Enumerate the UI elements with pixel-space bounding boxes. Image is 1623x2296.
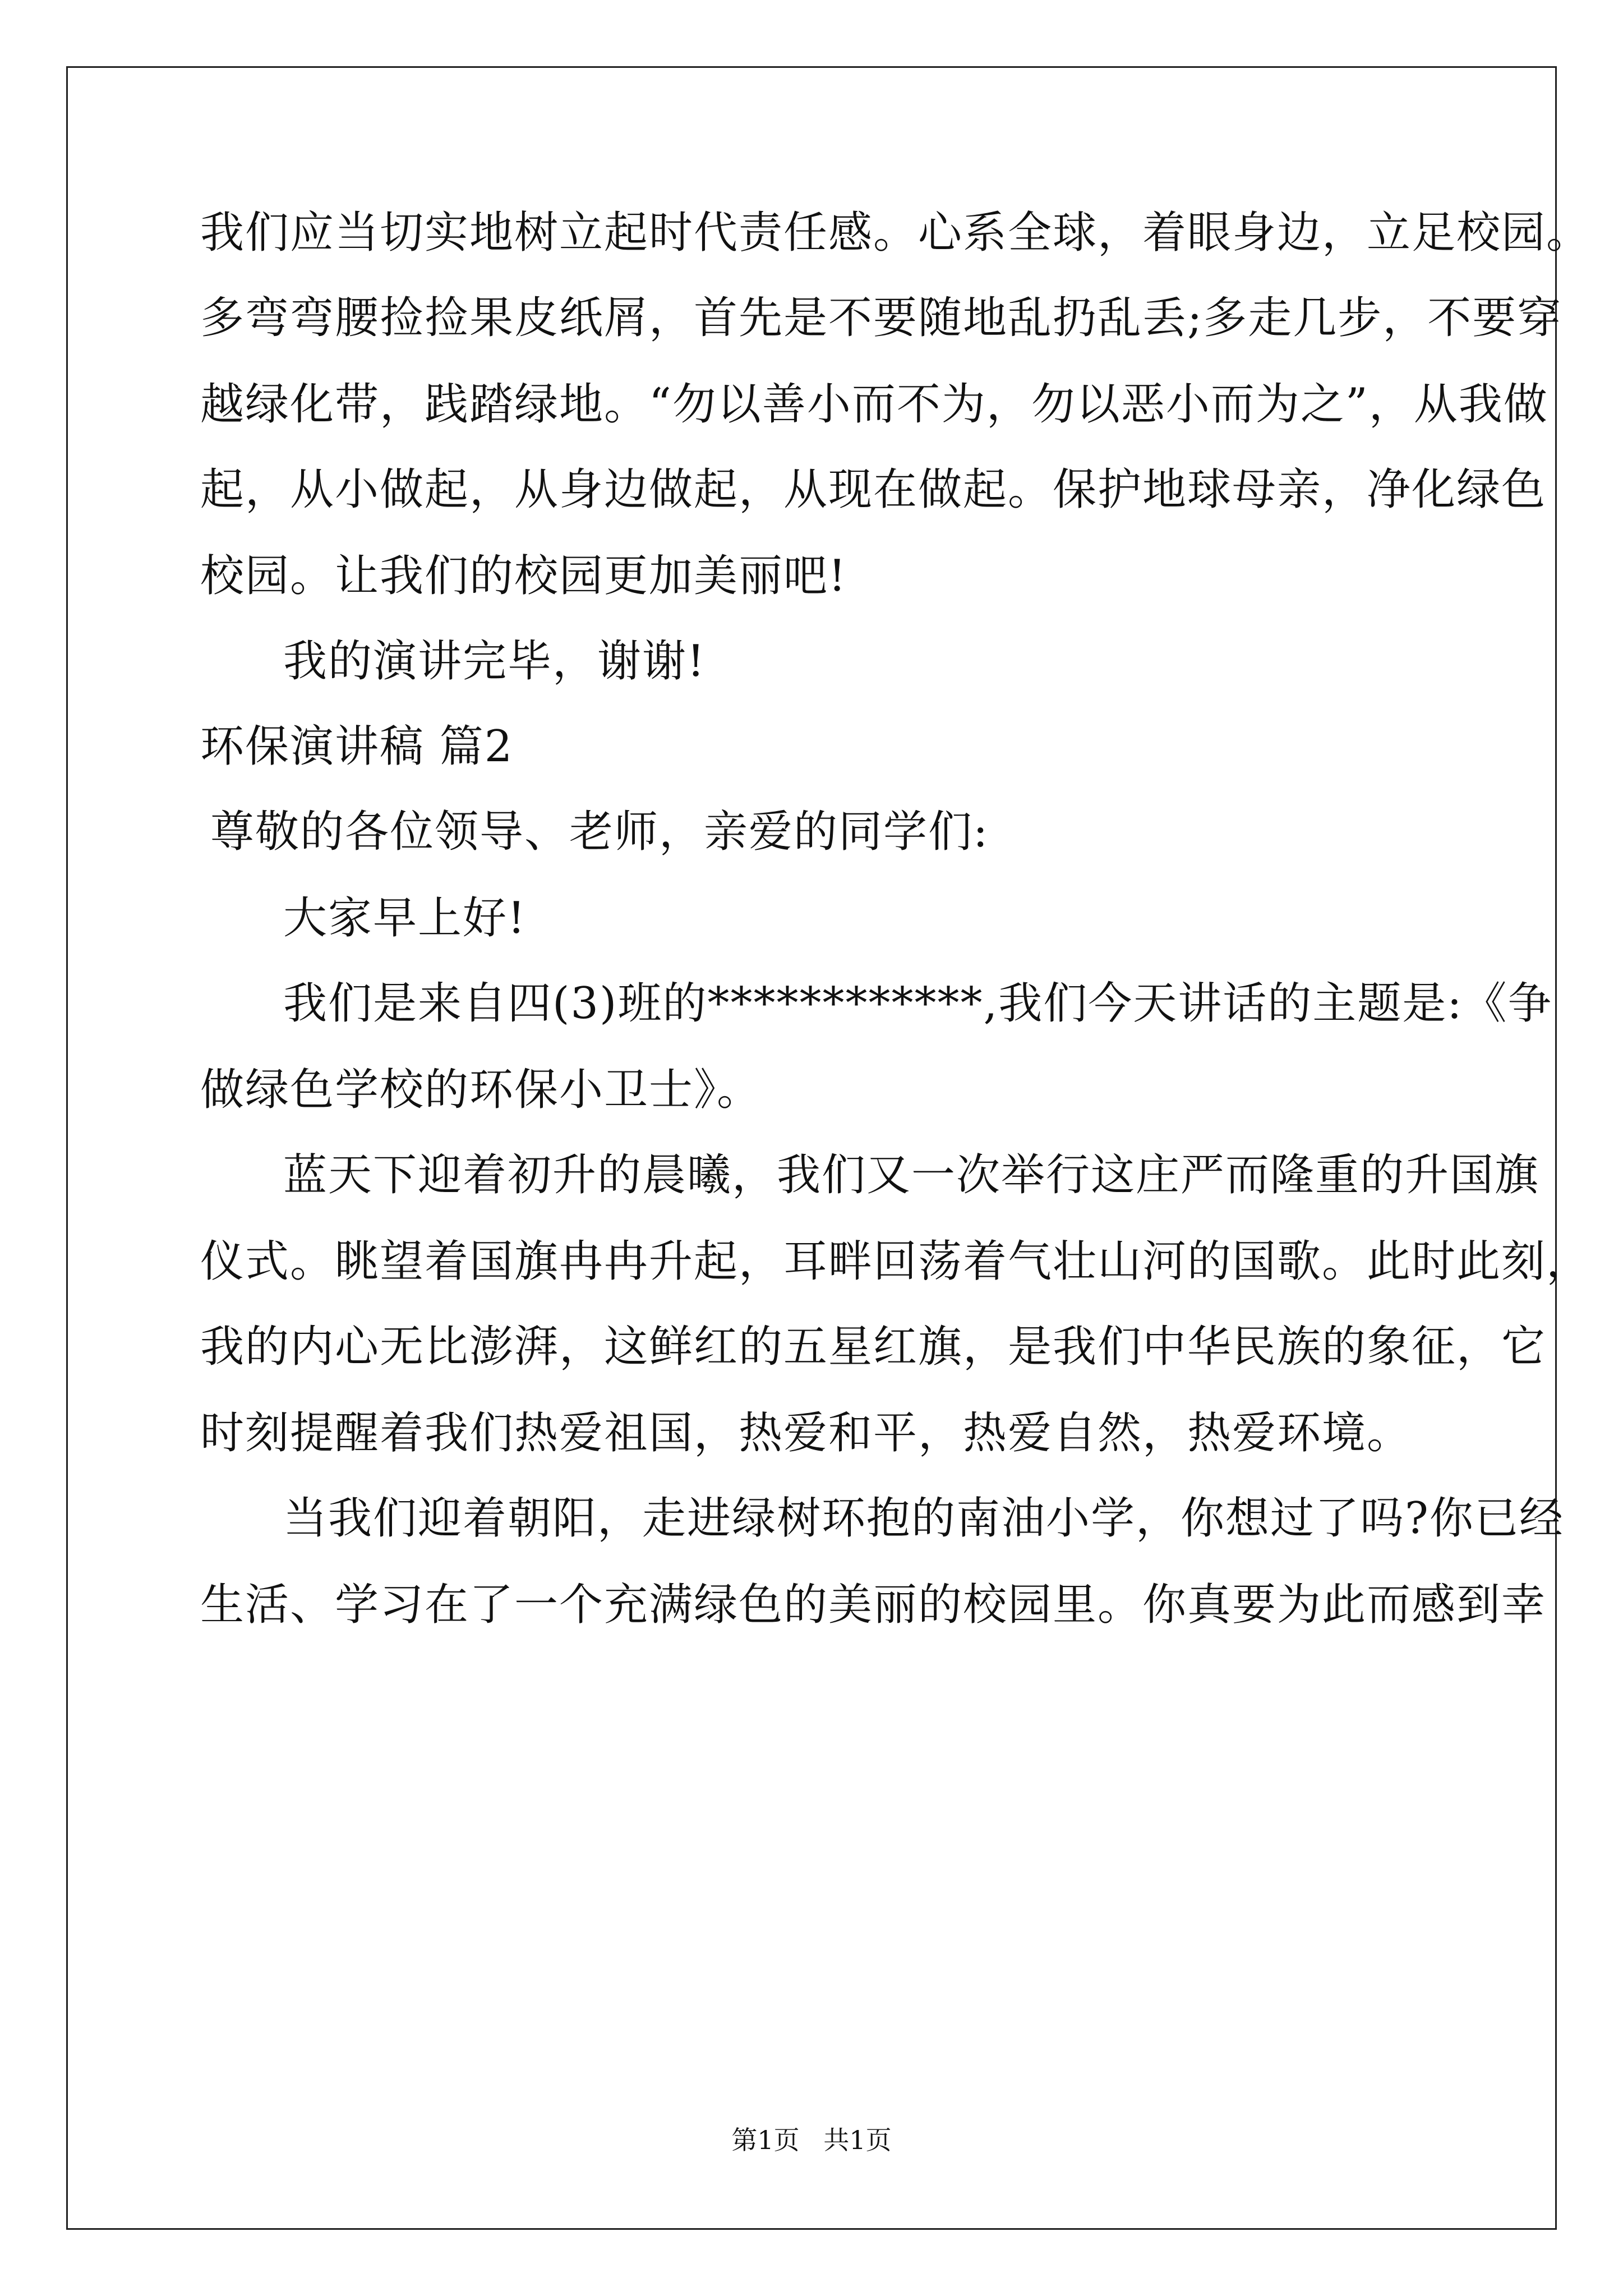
body-line: 校园。让我们的校园更加美丽吧! [200,551,847,601]
salutation: 尊敬的各位领导、老师，亲爱的同学们: [210,807,989,857]
body-line: 时刻提醒着我们热爱祖国，热爱和平，热爱自然，热爱环境。 [200,1408,1412,1458]
page-footer [0,2123,1623,2157]
closing-line: 我的演讲完毕，谢谢! [283,636,706,687]
body-line: 多弯弯腰捡捡果皮纸屑，首先是不要随地乱扔乱丢;多走几步，不要穿 [200,293,1562,343]
body-line: 越绿化带，践踏绿地。“勿以善小而不为，勿以恶小而为之”，从我做 [200,379,1548,430]
body-line: 我们应当切实地树立起时代责任感。心系全球，着眼身边，立足校园。 [200,208,1592,258]
body-line: 生活、学习在了一个充满绿色的美丽的校园里。你真要为此而感到幸 [200,1580,1547,1630]
body-line: 做绿色学校的环保小卫士》。 [200,1065,762,1115]
page-number: 第1页 [731,2125,800,2155]
greeting-line: 大家早上好! [283,893,527,944]
body-line: 仪式。眺望着国旗冉冉升起，耳畔回荡着气壮山河的国歌。此时此刻， [200,1236,1592,1287]
page-count: 共1页 [823,2125,892,2155]
body-line: 起，从小做起，从身边做起，从现在做起。保护地球母亲，净化绿色 [200,464,1547,515]
body-line: 蓝天下迎着初升的晨曦，我们又一次举行这庄严而隆重的升国旗 [283,1150,1540,1200]
body-line: 我们是来自四(3)班的************,我们今天讲话的主题是:《争 [283,978,1553,1029]
body-line: 当我们迎着朝阳，走进绿树环抱的南油小学，你想过了吗?你已经 [283,1493,1564,1544]
body-line: 我的内心无比澎湃，这鲜红的五星红旗，是我们中华民族的象征，它 [200,1322,1547,1372]
section-heading: 环保演讲稿 篇2 [200,721,514,772]
